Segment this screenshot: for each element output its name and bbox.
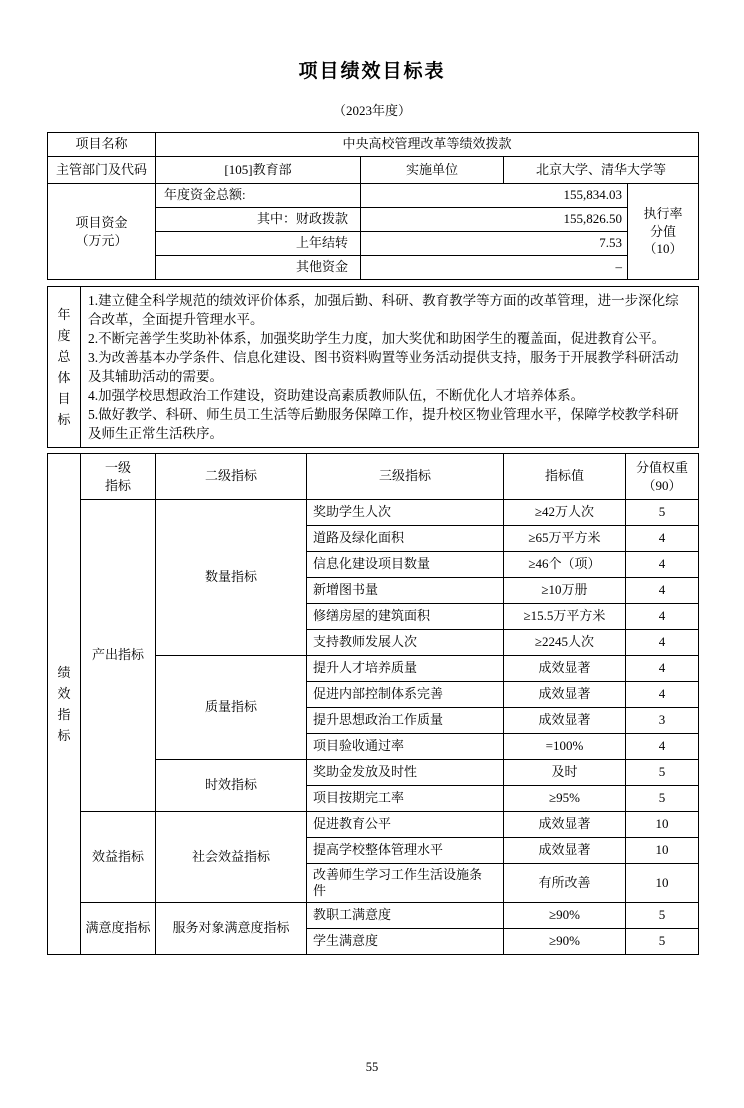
indicator-weight-cell: 10	[626, 812, 699, 838]
indicator-value-cell: ≥46个（项）	[504, 552, 626, 578]
indicator-name-cell: 提高学校整体管理水平	[307, 838, 504, 864]
header-line: 分值权重	[635, 459, 688, 475]
table-row	[48, 812, 699, 838]
header-level1	[81, 454, 156, 500]
header-line: 一级	[104, 459, 131, 475]
funds-label-line: 项目资金	[75, 214, 128, 230]
indicator-name-cell: 道路及绿化面积	[307, 526, 504, 552]
indicator-name-cell: 提升思想政治工作质量	[307, 708, 504, 734]
indicator-name-cell: 教职工满意度	[307, 903, 504, 929]
indicator-name-cell: 项目按期完工率	[307, 786, 504, 812]
indicator-weight-cell: 10	[626, 838, 699, 864]
indicator-name-cell: 修缮房屋的建筑面积	[307, 604, 504, 630]
header-level3: 三级指标	[307, 454, 504, 500]
annual-goal-content-cell	[81, 287, 699, 448]
header-weight	[626, 454, 699, 500]
level2-cell: 服务对象满意度指标	[156, 903, 307, 955]
indicator-weight-cell: 5	[626, 500, 699, 526]
level2-cell: 时效指标	[156, 760, 307, 812]
indicator-weight-cell: 4	[626, 552, 699, 578]
annual-goal-label: 年度总体目标	[57, 307, 71, 427]
level2-cell: 质量指标	[156, 656, 307, 760]
indicator-name-cell: 学生满意度	[307, 929, 504, 955]
goal-item: 2.不断完善学生奖助补体系，加强奖助学生力度，加大奖优和助困学生的覆盖面，促进教育公平。	[88, 331, 666, 346]
table-row	[48, 287, 699, 448]
exec-rate-line: 分值	[650, 223, 677, 239]
indicator-name-cell: 奖助金发放及时性	[307, 760, 504, 786]
indicator-value-cell: 成效显著	[504, 838, 626, 864]
indicator-value-cell: 成效显著	[504, 708, 626, 734]
funds-row-value-cell: 7.53	[361, 232, 628, 256]
table-row	[48, 903, 699, 929]
header-value: 指标值	[504, 454, 626, 500]
funds-row-value-cell: –	[361, 256, 628, 280]
indicator-value-cell: 成效显著	[504, 656, 626, 682]
indicator-weight-cell: 4	[626, 630, 699, 656]
goal-item: 1.建立健全科学规范的绩效评价体系，加强后勤、科研、教育教学等方面的改革管理，进一步深化综合改革，全面提升管理水平。	[88, 293, 679, 327]
header-level2: 二级指标	[156, 454, 307, 500]
indicator-name-cell: 改善师生学习工作生活设施条件	[307, 864, 504, 903]
indicator-value-cell: ≥90%	[504, 903, 626, 929]
indicator-weight-cell: 5	[626, 903, 699, 929]
indicator-weight-cell: 4	[626, 656, 699, 682]
indicator-weight-cell: 10	[626, 864, 699, 903]
indicator-weight-cell: 5	[626, 786, 699, 812]
level1-cell: 效益指标	[81, 812, 156, 903]
indicator-weight-cell: 5	[626, 760, 699, 786]
perf-label-cell	[48, 454, 81, 955]
indicator-value-cell: ≥2245人次	[504, 630, 626, 656]
funds-row-label-cell: 年度资金总额:	[156, 184, 361, 208]
indicator-name-cell: 促进教育公平	[307, 812, 504, 838]
funds-label-line: （万元）	[75, 232, 128, 248]
indicator-weight-cell: 4	[626, 604, 699, 630]
indicator-value-cell: 及时	[504, 760, 626, 786]
perf-label: 绩效指标	[57, 665, 71, 743]
table-row	[48, 157, 699, 184]
funds-row-label-cell: 其他资金	[156, 256, 361, 280]
indicator-name-cell: 新增图书量	[307, 578, 504, 604]
indicator-weight-cell: 4	[626, 526, 699, 552]
funds-row-value-cell: 155,826.50	[361, 208, 628, 232]
indicator-name-cell: 提升人才培养质量	[307, 656, 504, 682]
indicator-value-cell: 成效显著	[504, 812, 626, 838]
page-title: 项目绩效目标表	[298, 61, 446, 82]
indicator-value-cell: ≥15.5万平方米	[504, 604, 626, 630]
impl-value-cell: 北京大学、清华大学等	[504, 157, 699, 184]
page-subtitle: （2023年度）	[332, 103, 411, 118]
table-row	[48, 184, 699, 208]
exec-rate-cell	[628, 184, 699, 280]
indicator-value-cell: ≥90%	[504, 929, 626, 955]
indicator-name-cell: 支持教师发展人次	[307, 630, 504, 656]
indicator-weight-cell: 5	[626, 929, 699, 955]
indicator-name-cell: 项目验收通过率	[307, 734, 504, 760]
goal-item: 5.做好教学、科研、师生员工生活等后勤服务保障工作，提升校区物业管理水平，保障学校教学科研及师生正常生活秩序。	[88, 407, 679, 441]
indicator-value-cell: 有所改善	[504, 864, 626, 903]
funds-row-label-cell: 上年结转	[156, 232, 361, 256]
indicator-value-cell: ≥65万平方米	[504, 526, 626, 552]
table-row	[48, 133, 699, 157]
level2-cell: 数量指标	[156, 500, 307, 656]
indicator-name-cell: 奖助学生人次	[307, 500, 504, 526]
page-number: 55	[365, 1060, 379, 1074]
indicator-value-cell: ≥95%	[504, 786, 626, 812]
table-row	[48, 454, 699, 500]
indicator-name-cell: 促进内部控制体系完善	[307, 682, 504, 708]
header-line: 指标	[104, 477, 131, 493]
funds-label-cell	[48, 184, 156, 280]
annual-goal-table	[47, 286, 699, 448]
indicator-value-cell: ≥10万册	[504, 578, 626, 604]
exec-rate-line: 执行率	[643, 206, 683, 222]
level1-cell: 满意度指标	[81, 903, 156, 955]
goal-item: 4.加强学校思想政治工作建设，资助建设高素质教师队伍，不断优化人才培养体系。	[88, 388, 585, 403]
indicator-weight-cell: 4	[626, 578, 699, 604]
project-name-cell: 中央高校管理改革等绩效拨款	[156, 133, 699, 157]
table-row	[48, 500, 699, 526]
indicator-weight-cell: 4	[626, 734, 699, 760]
goal-item: 3.为改善基本办学条件、信息化建设、图书资料购置等业务活动提供支持，服务于开展教学科研活动及其辅助活动的需要。	[88, 350, 679, 384]
performance-indicators-table	[47, 453, 699, 955]
impl-label-cell: 实施单位	[361, 157, 504, 184]
header-line: （90）	[642, 477, 682, 493]
dept-label-cell: 主管部门及代码	[48, 157, 156, 184]
project-info-table	[47, 132, 699, 280]
funds-row-label-cell: 其中：财政拨款	[156, 208, 361, 232]
funds-row-value-cell: 155,834.03	[361, 184, 628, 208]
indicator-value-cell: ≥42万人次	[504, 500, 626, 526]
dept-value-cell: [105]教育部	[156, 157, 361, 184]
indicator-value-cell: =100%	[504, 734, 626, 760]
level1-cell: 产出指标	[81, 500, 156, 812]
exec-rate-line: （10）	[643, 241, 683, 257]
indicator-value-cell: 成效显著	[504, 682, 626, 708]
indicator-weight-cell: 3	[626, 708, 699, 734]
indicator-name-cell: 信息化建设项目数量	[307, 552, 504, 578]
project-name-label-cell: 项目名称	[48, 133, 156, 157]
level2-cell: 社会效益指标	[156, 812, 307, 903]
annual-goal-label-cell	[48, 287, 81, 448]
indicator-weight-cell: 4	[626, 682, 699, 708]
